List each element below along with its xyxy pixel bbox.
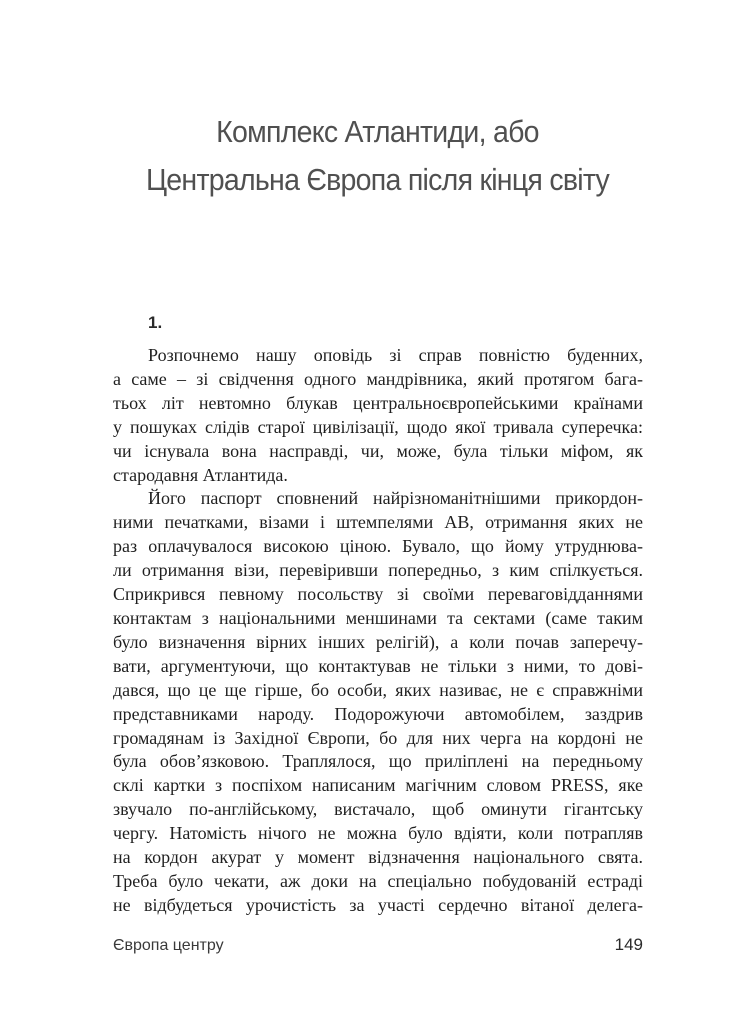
text-line: Його паспорт сповнений найрізноманітнішими прикордон- [148,488,643,509]
text-line: представниками народу. Подорожуючи автомобілем, заздрив [113,703,643,724]
chapter-title [122,108,633,204]
chapter-title-line: Комплекс Атлантиди, або [216,114,539,149]
text-line: стародавня Атлантида. [113,464,288,485]
text-line: Розпочнемо нашу оповідь зі справ повністю буденних, [148,345,643,365]
text-line: а саме – зі свідчення одного мандрівника, який протягом бага- [113,368,643,389]
text-line: тьох літ невтомно блукав центральноєвропейськими країнами [113,392,643,413]
text-line: вати, аргументуючи, що контактував не тільки з ними, то дові- [113,655,643,676]
text-line: раз оплачувалося високою ціною. Бувало, що йому утруднюва- [113,536,643,557]
text-line: чи існувала вона насправді, чи, може, була тільки міфом, як [113,440,643,461]
text-line: дався, що це ще гірше, бо особи, яких називає, не є справжніми [113,679,643,700]
text-line: було визначення вірних інших релігій), а коли почав заперечу- [113,631,643,652]
text-line: ли отримання візи, перевіривши попередньо, з ким спілкується. [113,560,643,581]
text-line: ними печатками, візами і штемпелями АВ, отримання яких не [113,512,643,533]
section-number: 1. [148,313,163,332]
text-line: контактам з національними меншинами та сектами (саме таким [113,607,643,628]
text-line: була обов’язковою. Траплялося, що приліплені на передньому [113,751,643,772]
page-number: 149 [614,935,643,954]
text-line: Треба було чекати, аж доки на спеціально побудованій естраді [113,870,643,891]
text-line: чергу. Натомість нічого не можна було вдіяти, коли потрапляв [113,823,643,844]
text-line: громадянам із Західної Європи, бо для них черга на кордоні не [113,727,643,748]
text-line: у пошуках слідів старої цивілізації, щодо якої тривала суперечка: [113,416,643,437]
text-line: Сприкрився певному посольству зі своїми переваговідданнями [113,584,643,605]
body-text [113,344,643,918]
text-line: на кордон акурат у момент відзначення національного свята. [113,847,643,868]
text-line: склі картки з поспіхом написаним магічним словом PRESS, яке [113,775,643,796]
chapter-title-line: Центральна Європа після кінця світу [145,162,610,197]
paragraph [113,344,643,487]
paragraph [113,487,643,917]
text-line: не відбудеться урочистість за участі сердечно вітаної делега- [113,894,643,915]
running-footer-book-title: Європа центру [113,937,224,954]
text-line: звучало по-англійському, вистачало, щоб оминути гігантську [113,799,643,820]
